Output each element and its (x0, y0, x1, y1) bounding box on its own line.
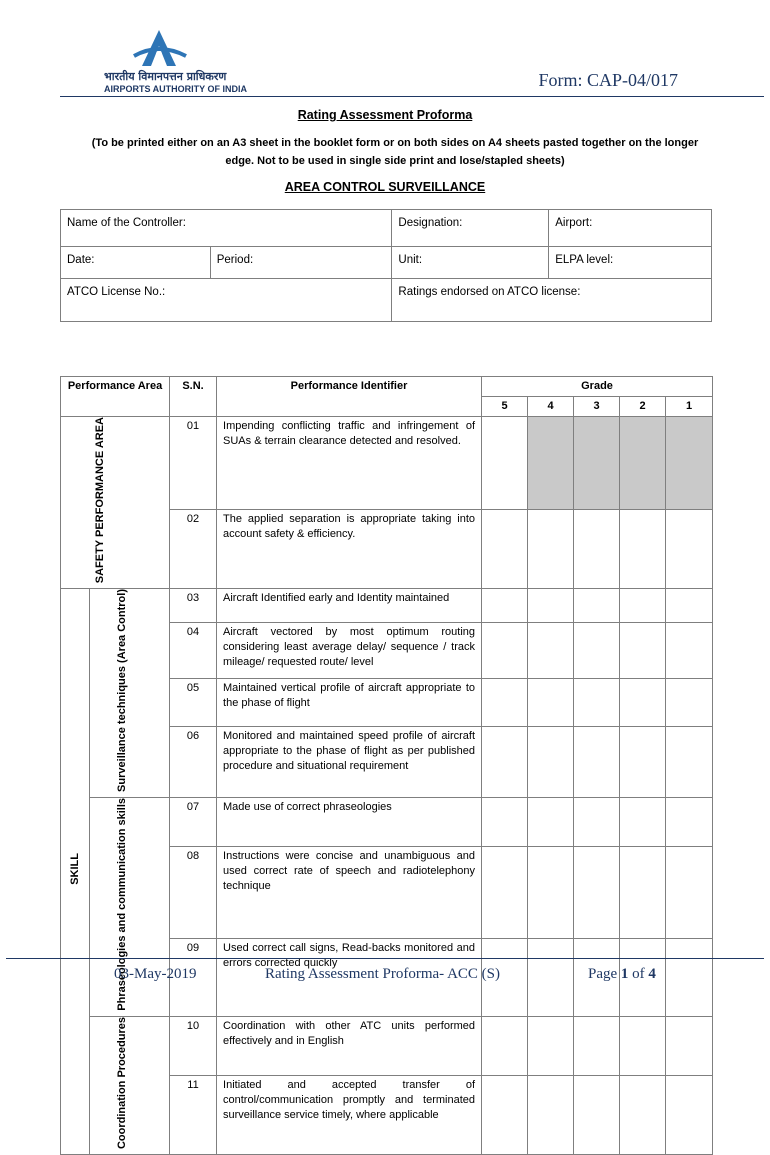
area-skill-label: SKILL (69, 853, 81, 885)
grade-cell[interactable] (574, 847, 620, 938)
footer-date: 03-May-2019 (114, 966, 197, 982)
sub-area-coordination-label: Coordination Procedures (115, 1016, 128, 1149)
date-field[interactable]: Date: (61, 247, 211, 279)
grade-3-header: 3 (574, 397, 620, 417)
grade-cell[interactable] (574, 589, 620, 623)
row-identifier: Monitored and maintained speed profile of aircraft appropriate to the phase of flight as per published procedure and situational requirement (217, 727, 482, 798)
page-title: Rating Assessment Proforma (297, 108, 473, 122)
grade-cell-shaded (620, 417, 666, 510)
row-identifier: The applied separation is appropriate taking into account safety & efficiency. (217, 510, 482, 589)
grade-cell[interactable] (620, 589, 666, 623)
section-subtitle: AREA CONTROL SURVEILLANCE (284, 180, 486, 194)
grade-cell[interactable] (666, 847, 713, 938)
grade-cell[interactable] (482, 589, 528, 623)
assessment-table (60, 376, 713, 1155)
grade-cell[interactable] (482, 727, 528, 798)
grade-cell[interactable] (482, 1016, 528, 1075)
grade-cell[interactable] (620, 727, 666, 798)
period-field[interactable]: Period: (210, 247, 392, 279)
row-sn: 06 (170, 727, 217, 798)
row-sn: 10 (170, 1016, 217, 1075)
grade-cell[interactable] (574, 622, 620, 678)
grade-cell[interactable] (482, 417, 528, 510)
grade-cell[interactable] (482, 798, 528, 847)
grade-cell[interactable] (574, 727, 620, 798)
row-sn: 08 (170, 847, 217, 938)
sub-area-phraseology-label: Phraseologies and communication skills (115, 798, 128, 1011)
license-number-field[interactable]: ATCO License No.: (61, 279, 392, 322)
grade-cell[interactable] (666, 679, 713, 727)
grade-cell[interactable] (528, 679, 574, 727)
grade-cell[interactable] (620, 847, 666, 938)
controller-name-field[interactable]: Name of the Controller: (61, 210, 392, 247)
grade-cell[interactable] (482, 847, 528, 938)
row-identifier: Coordination with other ATC units performed effectively and in English (217, 1016, 482, 1075)
grade-cell[interactable] (620, 622, 666, 678)
grade-cell[interactable] (666, 622, 713, 678)
ratings-endorsed-field[interactable]: Ratings endorsed on ATCO license: (392, 279, 712, 322)
airport-field[interactable]: Airport: (549, 210, 712, 247)
row-sn: 03 (170, 589, 217, 623)
grade-cell[interactable] (574, 1016, 620, 1075)
grade-cell[interactable] (574, 798, 620, 847)
row-sn: 04 (170, 622, 217, 678)
sub-area-surveillance (90, 589, 170, 798)
grade-cell[interactable] (528, 798, 574, 847)
row-sn: 05 (170, 679, 217, 727)
grade-5-header: 5 (482, 397, 528, 417)
grade-cell[interactable] (528, 1016, 574, 1075)
grade-cell[interactable] (528, 938, 574, 1016)
grade-cell[interactable] (620, 1075, 666, 1154)
footer-page-number (588, 966, 656, 983)
designation-field[interactable]: Designation: (392, 210, 549, 247)
header-sn: S.N. (170, 377, 217, 417)
controller-info-table (60, 209, 712, 322)
total-pages: 4 (648, 966, 656, 982)
grade-cell[interactable] (666, 510, 713, 589)
grade-cell-shaded (528, 417, 574, 510)
grade-4-header: 4 (528, 397, 574, 417)
grade-cell[interactable] (528, 622, 574, 678)
footer-document-name: Rating Assessment Proforma- ACC (S) (265, 966, 500, 982)
elpa-level-field[interactable]: ELPA level: (549, 247, 712, 279)
current-page: 1 (620, 966, 629, 982)
sub-area-coordination (90, 1016, 170, 1154)
row-identifier: Aircraft vectored by most optimum routing considering least average delay/ sequence / track mileage/ requested route/ level (217, 622, 482, 678)
org-english-text: AIRPORTS AUTHORITY OF INDIA (104, 84, 248, 94)
grade-cell[interactable] (482, 510, 528, 589)
sub-area-phraseology (90, 798, 170, 1017)
grade-cell-shaded (666, 417, 713, 510)
grade-cell[interactable] (620, 798, 666, 847)
grade-cell[interactable] (528, 847, 574, 938)
grade-2-header: 2 (620, 397, 666, 417)
org-hindi-text: भारतीय विमानपत्तन प्राधिकरण (104, 70, 227, 83)
grade-cell[interactable] (528, 727, 574, 798)
grade-cell[interactable] (666, 727, 713, 798)
area-safety-performance (61, 417, 170, 589)
grade-cell[interactable] (574, 1075, 620, 1154)
grade-cell[interactable] (482, 1075, 528, 1154)
grade-cell[interactable] (482, 622, 528, 678)
area-safety-label: SAFETY PERFORMANCE AREA (94, 417, 106, 584)
row-sn: 02 (170, 510, 217, 589)
sub-area-surveillance-label: Surveillance techniques (Area Control) (115, 589, 128, 793)
grade-cell[interactable] (666, 1075, 713, 1154)
form-number: Form: CAP-04/017 (538, 70, 678, 90)
unit-field[interactable]: Unit: (392, 247, 549, 279)
aai-logo (104, 26, 254, 96)
grade-cell[interactable] (528, 589, 574, 623)
grade-cell-shaded (574, 417, 620, 510)
grade-cell[interactable] (666, 1016, 713, 1075)
header-performance-area: Performance Area (61, 377, 170, 417)
grade-cell[interactable] (666, 589, 713, 623)
page-word: Page (588, 966, 618, 982)
of-word: of (632, 966, 645, 982)
grade-cell[interactable] (620, 679, 666, 727)
grade-cell[interactable] (620, 1016, 666, 1075)
row-sn: 11 (170, 1075, 217, 1154)
header-grade: Grade (482, 377, 713, 397)
grade-1-header: 1 (666, 397, 713, 417)
grade-cell[interactable] (528, 1075, 574, 1154)
grade-cell[interactable] (574, 679, 620, 727)
area-skill (61, 589, 90, 1155)
row-sn: 01 (170, 417, 217, 510)
grade-cell[interactable] (528, 510, 574, 589)
grade-cell[interactable] (574, 510, 620, 589)
print-instructions: (To be printed either on an A3 sheet in the booklet form or on both sides on A4 sheets pasted together on the longer edge. Not to be used in single side print and lose/stapled sheets) (91, 137, 699, 167)
aai-emblem-icon (104, 26, 254, 96)
grade-cell[interactable] (482, 679, 528, 727)
header-performance-identifier: Performance Identifier (217, 377, 482, 417)
footer-divider (6, 958, 764, 959)
row-sn: 07 (170, 798, 217, 847)
row-identifier: Used correct call signs, Read-backs monitored and errors corrected quickly (217, 938, 482, 1016)
row-identifier: Maintained vertical profile of aircraft appropriate to the phase of flight (217, 679, 482, 727)
row-sn: 09 (170, 938, 217, 1016)
row-identifier: Initiated and accepted transfer of control/communication promptly and terminated surveillance service timely, where applicable (217, 1075, 482, 1154)
row-identifier: Instructions were concise and unambiguous and used correct rate of speech and radiotelephony technique (217, 847, 482, 938)
grade-cell[interactable] (620, 510, 666, 589)
grade-cell[interactable] (666, 798, 713, 847)
grade-cell[interactable] (666, 938, 713, 1016)
row-identifier: Impending conflicting traffic and infringement of SUAs & terrain clearance detected and resolved. (217, 417, 482, 510)
row-identifier: Made use of correct phraseologies (217, 798, 482, 847)
row-identifier: Aircraft Identified early and Identity maintained (217, 589, 482, 623)
header-divider (60, 96, 764, 97)
